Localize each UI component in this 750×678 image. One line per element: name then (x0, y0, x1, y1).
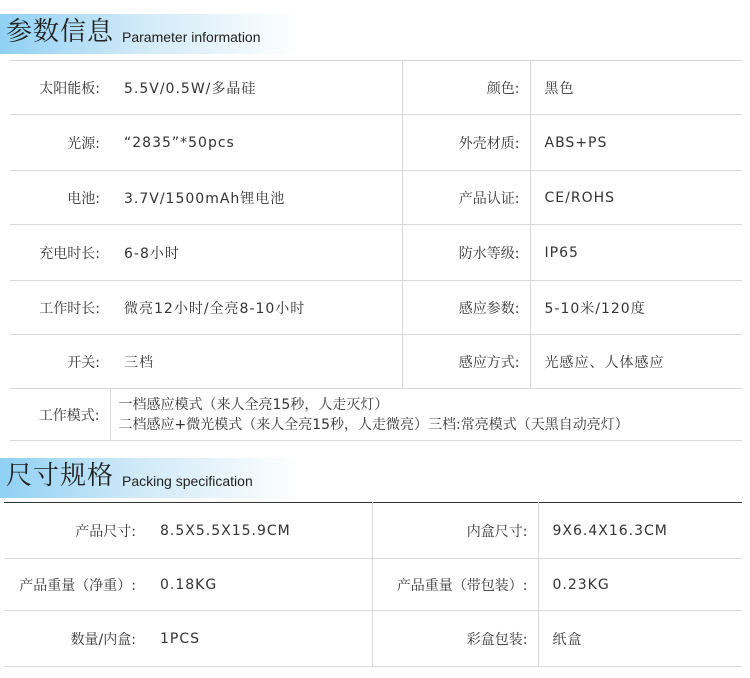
param-value: IP65 (530, 225, 742, 281)
param-value: CE/ROHS (530, 171, 742, 225)
section-title-cn: 参数信息 (6, 17, 115, 47)
work-mode-line: 二档感应+微光模式（来人全亮15秒，人走微亮）三档:常亮模式（天黑自动亮灯） (118, 416, 629, 433)
param-value: 黑色 (530, 61, 742, 115)
param-value: 光感应、人体感应 (530, 335, 742, 389)
section-title-en: Packing specification (122, 473, 253, 489)
table-row (10, 281, 742, 335)
spec-label: 产品重量（带包装）: (372, 559, 538, 611)
param-label: 工作模式: (10, 389, 110, 441)
table-row-mode (10, 389, 742, 441)
section-title-en: Parameter information (122, 29, 261, 45)
param-label: 感应方式: (402, 335, 530, 389)
table-row (10, 335, 742, 389)
param-value: 5.5V/0.5W/多晶硅 (110, 61, 402, 115)
section-header-parameters (0, 14, 300, 54)
param-value: 5-10米/120度 (530, 281, 742, 335)
packing-table (4, 502, 742, 667)
param-label: 充电时长: (10, 225, 110, 281)
table-row (4, 503, 742, 559)
spec-value: 0.18KG (146, 559, 372, 611)
spec-value: 纸盒 (538, 611, 742, 667)
param-label: 产品认证: (402, 171, 530, 225)
spec-label: 彩盒包装: (372, 611, 538, 667)
spec-value: 8.5X5.5X15.9CM (146, 503, 372, 559)
spec-label: 产品重量（净重）: (4, 559, 146, 611)
parameter-table (10, 60, 742, 441)
table-row (10, 225, 742, 281)
spec-label: 产品尺寸: (4, 503, 146, 559)
param-value: 微亮12小时/全亮8-10小时 (110, 281, 402, 335)
param-value: 三档 (110, 335, 402, 389)
spec-value: 0.23KG (538, 559, 742, 611)
work-mode-value (110, 389, 742, 441)
section-title-cn: 尺寸规格 (6, 461, 115, 491)
table-row (4, 559, 742, 611)
spec-label: 内盒尺寸: (372, 503, 538, 559)
spec-value: 9X6.4X16.3CM (538, 503, 742, 559)
param-value: 3.7V/1500mAh锂电池 (110, 171, 402, 225)
param-label: 工作时长: (10, 281, 110, 335)
table-row (4, 611, 742, 667)
param-label: 开关: (10, 335, 110, 389)
param-label: 外壳材质: (402, 115, 530, 171)
param-value: ABS+PS (530, 115, 742, 171)
table-row (10, 171, 742, 225)
section-header-packing (0, 458, 300, 498)
param-label: 防水等级: (402, 225, 530, 281)
work-mode-line: 一档感应模式（来人全亮15秒，人走灭灯） (118, 396, 389, 413)
param-label: 太阳能板: (10, 61, 110, 115)
spec-label: 数量/内盒: (4, 611, 146, 667)
param-label: 颜色: (402, 61, 530, 115)
table-row (10, 61, 742, 115)
param-value: 6-8小时 (110, 225, 402, 281)
param-label: 感应参数: (402, 281, 530, 335)
table-row (10, 115, 742, 171)
spec-value: 1PCS (146, 611, 372, 667)
param-label: 光源: (10, 115, 110, 171)
param-value: “2835”*50pcs (110, 115, 402, 171)
param-label: 电池: (10, 171, 110, 225)
